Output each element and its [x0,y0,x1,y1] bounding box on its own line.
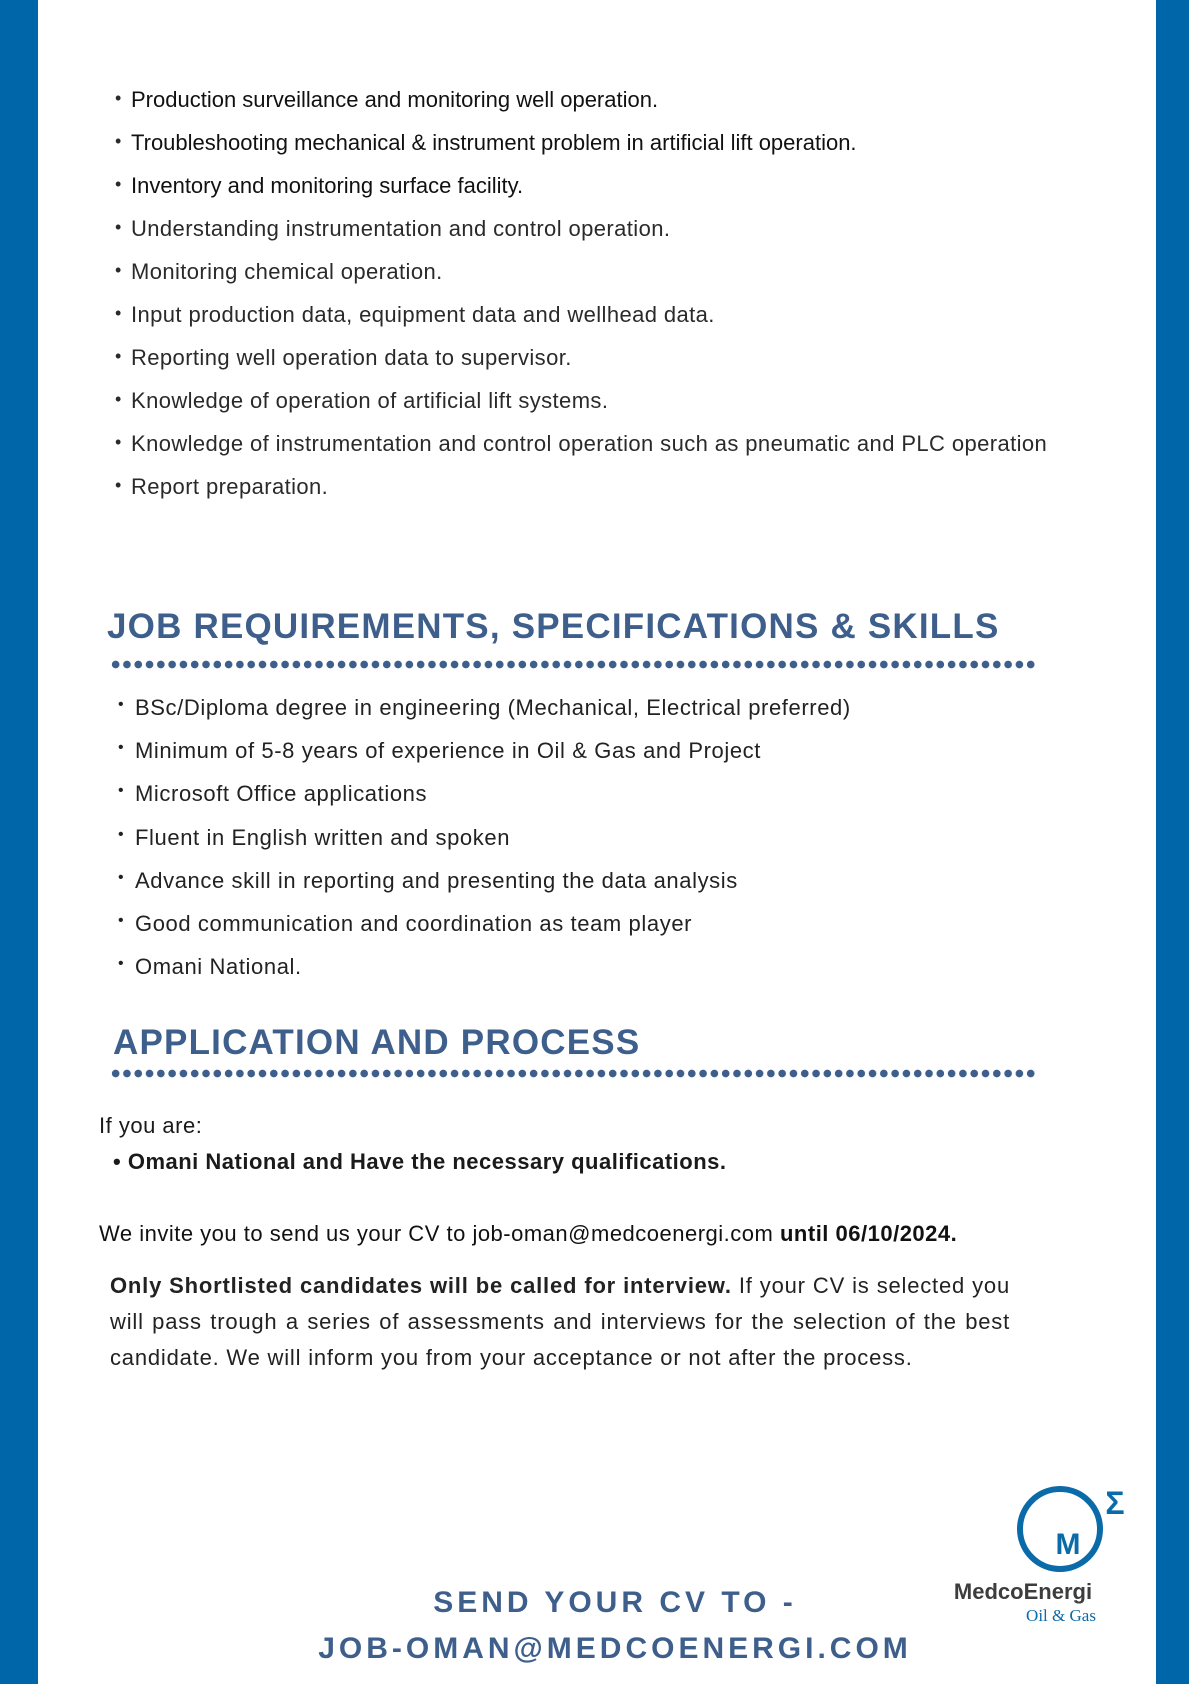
list-item: • Inventory and monitoring surface facility. [115,164,1065,207]
logo-mark: M [1055,1528,1081,1561]
shortlist-bold-text: Only Shortlisted candidates will be called for interview. [110,1273,732,1298]
list-item: • Reporting well operation data to supervisor. [115,336,1065,379]
requirements-heading: JOB REQUIREMENTS, SPECIFICATIONS & SKILLS [107,607,1000,646]
list-item: • Production surveillance and monitoring well operation. [115,78,1065,121]
list-item: • Microsoft Office applications [118,772,1068,815]
list-item: • Good communication and coordination as team player [118,902,1068,945]
logo-name: MedcoEnergi [953,1579,1093,1604]
list-item: • Minimum of 5-8 years of experience in Oil & Gas and Project [118,729,1068,772]
list-item: • Omani National. [118,945,1068,988]
list-item: • Troubleshooting mechanical & instrument problem in artificial lift operation. [115,121,1065,164]
footer-line-1: SEND YOUR CV TO - [433,1586,797,1619]
requirements-list [118,686,1068,988]
logo-sigma: Σ [1105,1485,1125,1521]
list-item: • Monitoring chemical operation. [115,250,1065,293]
list-item: • Knowledge of operation of artificial lift systems. [115,379,1065,422]
list-item: • BSc/Diploma degree in engineering (Mechanical, Electrical preferred) [118,686,1068,729]
application-divider [110,1069,1035,1078]
list-item: • Report preparation. [115,465,1065,508]
invite-line [99,1221,957,1247]
shortlist-paragraph [110,1268,1010,1376]
condition-text: Omani National and Have the necessary qualifications. [127,1149,727,1174]
medcoenergi-logo [944,1484,1134,1634]
application-heading: APPLICATION AND PROCESS [113,1023,641,1062]
bullet-glyph: • [113,1149,128,1174]
list-item: • Understanding instrumentation and control operation. [115,207,1065,250]
deadline-text: until 06/10/2024. [779,1221,958,1246]
list-item: • Input production data, equipment data and wellhead data. [115,293,1065,336]
right-border-bar [1156,0,1189,1684]
list-item: • Knowledge of instrumentation and control operation such as pneumatic and PLC operation [115,422,1065,465]
invite-text: We invite you to send us your CV to job-oman@medcoenergi.com [99,1221,774,1246]
duties-list [115,78,1065,508]
footer-email: JOB-OMAN@MEDCOENERGI.COM [318,1632,912,1665]
requirements-divider [110,660,1035,669]
list-item: • Advance skill in reporting and presenting the data analysis [118,859,1068,902]
left-border-bar [0,0,38,1684]
shortlist-body-text: If your CV is selected you will pass trough a series of assessments and interviews for the selection of the best candidate. We will inform you from your acceptance or not after the process. [110,1273,1010,1370]
footer-cta [290,1580,940,1672]
if-you-are-label: If you are: [99,1113,203,1138]
condition-item [113,1149,727,1175]
logo-sub: Oil & Gas [1026,1606,1096,1625]
list-item: • Fluent in English written and spoken [118,816,1068,859]
